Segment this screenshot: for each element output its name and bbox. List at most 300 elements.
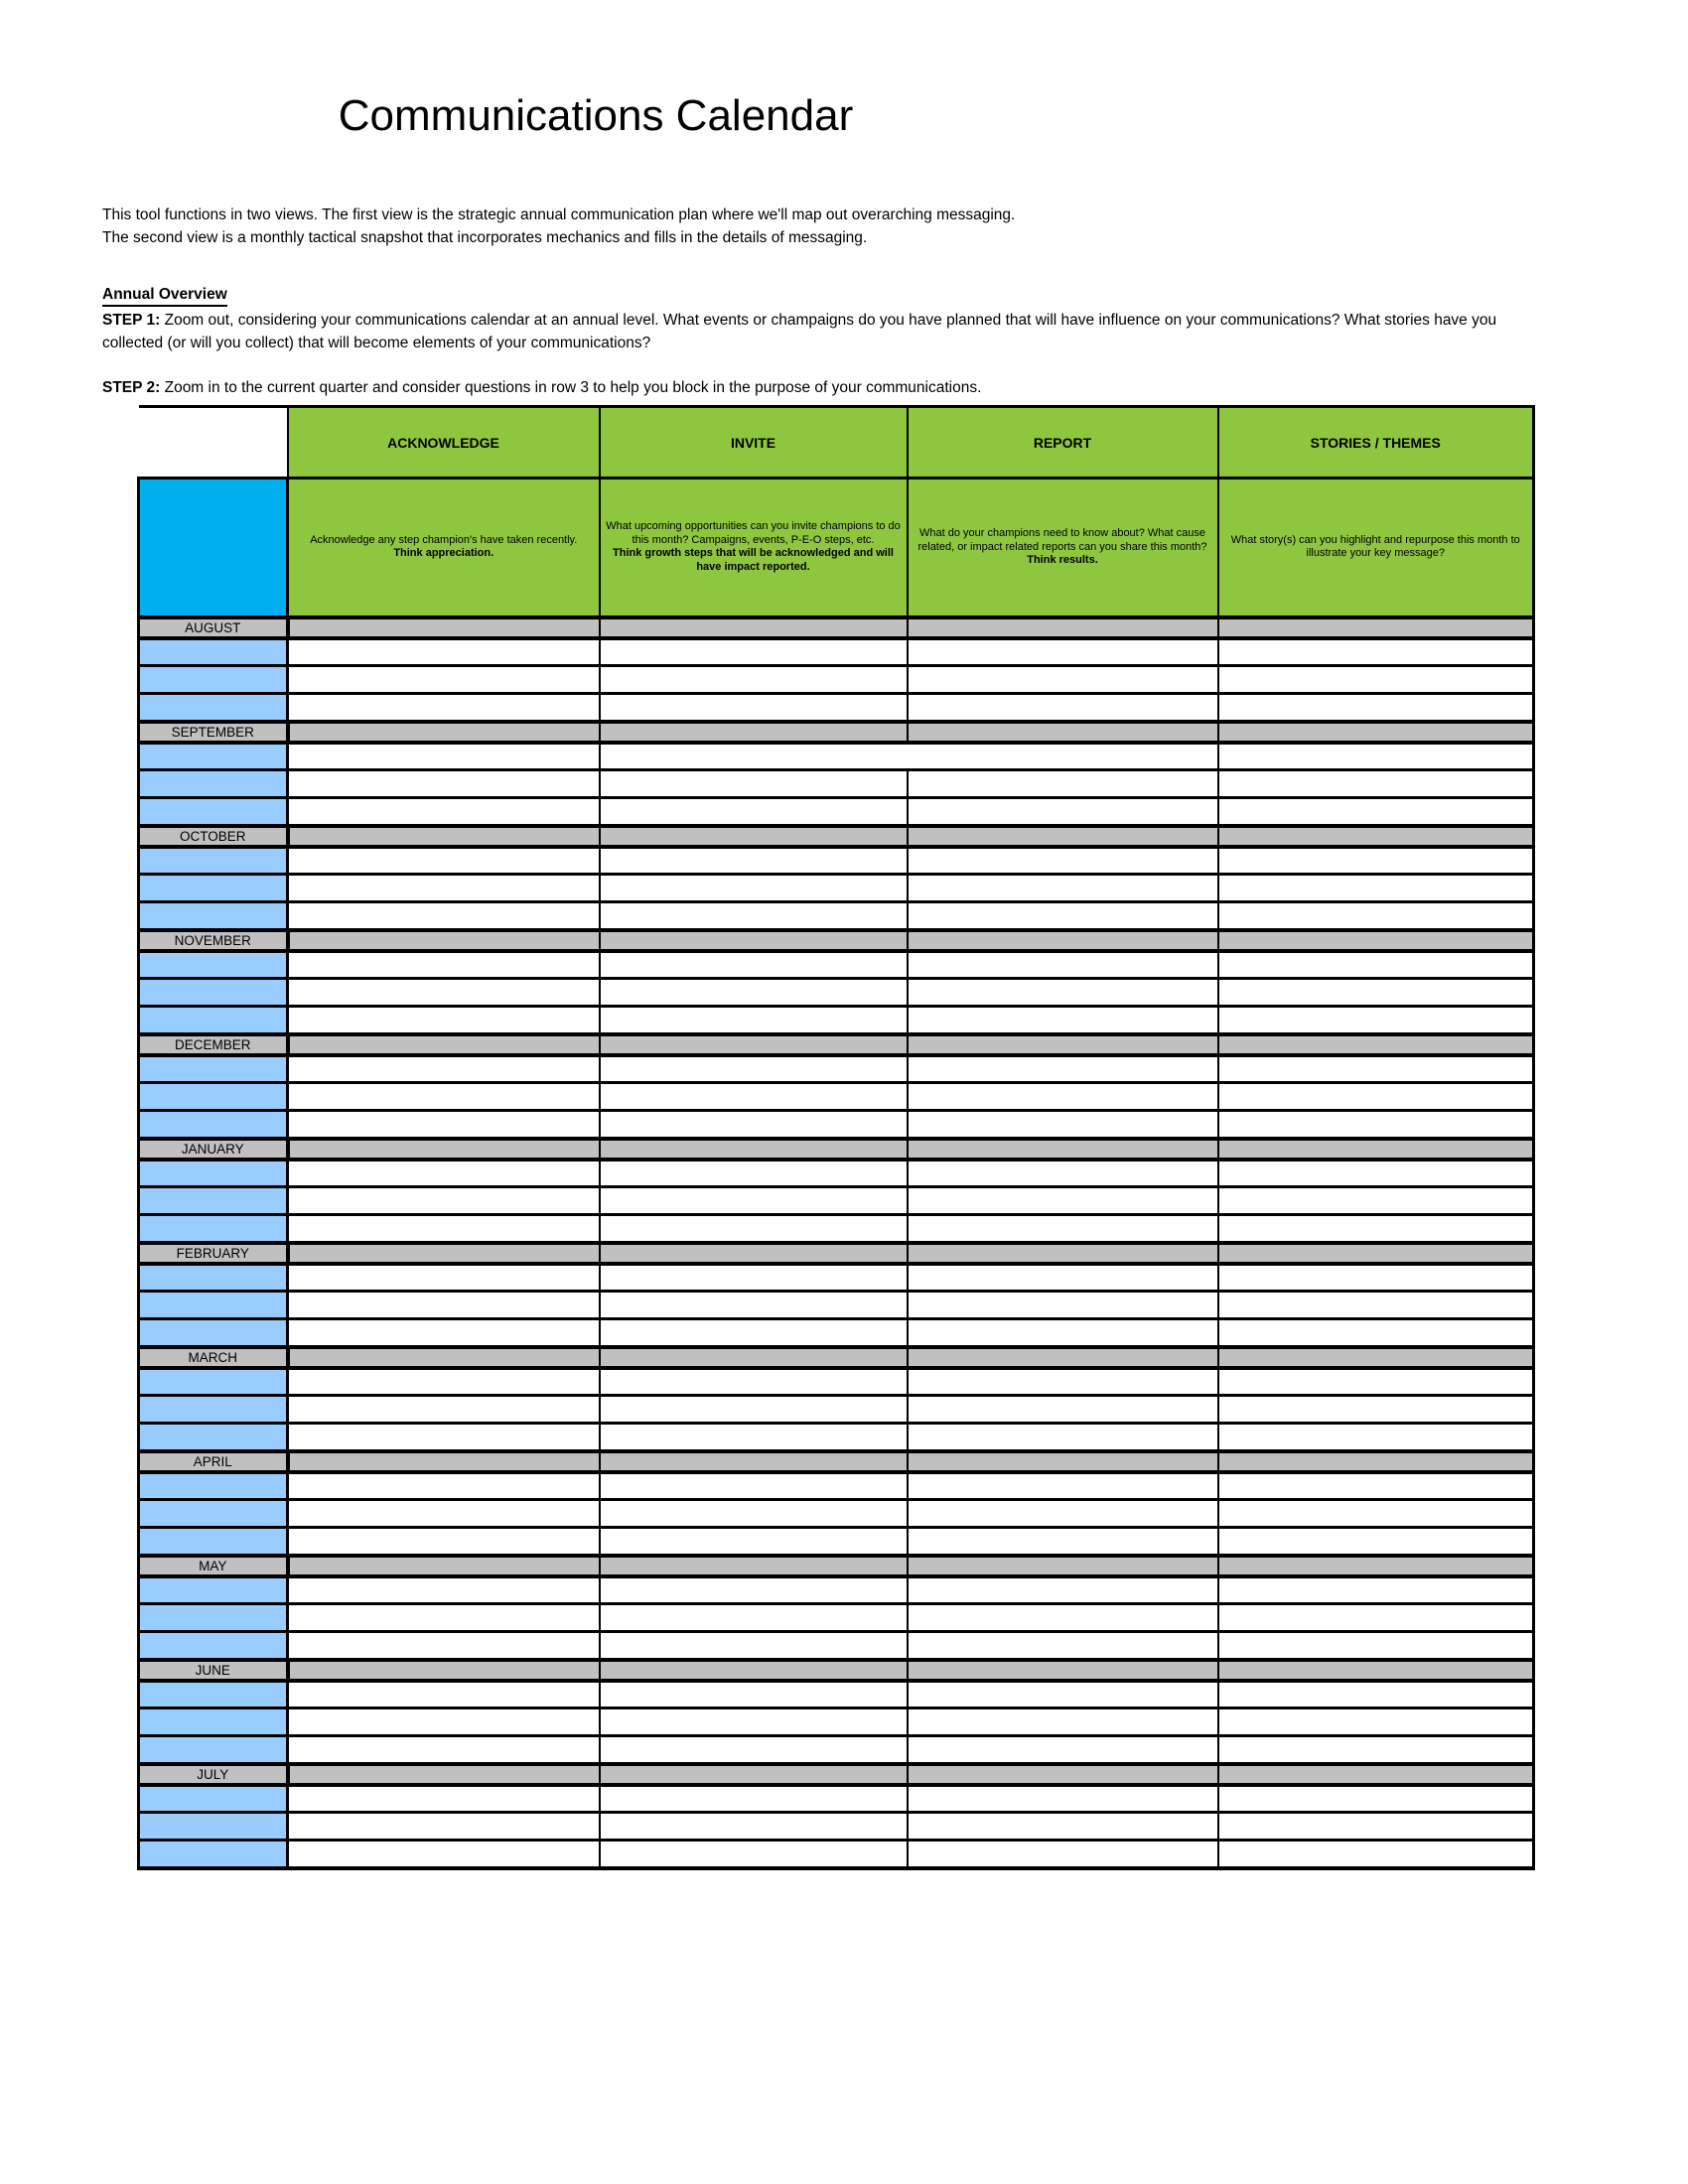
month-header-fill <box>288 1764 600 1785</box>
step-1-instructions <box>102 310 1557 354</box>
entry-cell-july-3-stories[interactable] <box>1218 1841 1534 1868</box>
month-header-fill <box>908 826 1218 847</box>
entry-cell-january-1-stories[interactable] <box>1218 1160 1534 1187</box>
row-label-cell-september-1 <box>139 743 288 770</box>
entry-cell-august-2-stories[interactable] <box>1218 666 1534 694</box>
step-2-text: Zoom in to the current quarter and consider questions in row 3 to help you block in the purpose of your communications. <box>160 379 982 396</box>
entry-cell-september-2-acknowledge[interactable] <box>288 770 600 798</box>
month-label-february: FEBRUARY <box>139 1243 288 1264</box>
month-header-fill <box>1218 1139 1534 1160</box>
row-label-cell-october-2 <box>139 875 288 902</box>
month-label-march: MARCH <box>139 1347 288 1368</box>
month-header-fill <box>908 1764 1218 1785</box>
row-label-cell-june-1 <box>139 1681 288 1708</box>
entry-cell-june-2-acknowledge[interactable] <box>288 1708 600 1736</box>
entry-cell-september-1-invite-report[interactable] <box>600 743 1218 770</box>
entry-row-may-3 <box>139 1632 1534 1660</box>
entry-row-february-2 <box>139 1292 1534 1319</box>
row-label-cell-july-2 <box>139 1813 288 1841</box>
month-header-row-september <box>139 722 1534 743</box>
month-header-row-july <box>139 1764 1534 1785</box>
entry-cell-september-3-acknowledge[interactable] <box>288 798 600 826</box>
column-header-acknowledge: ACKNOWLEDGE <box>288 407 600 478</box>
entry-cell-august-2-acknowledge[interactable] <box>288 666 600 694</box>
row-label-cell-february-2 <box>139 1292 288 1319</box>
entry-cell-january-3-stories[interactable] <box>1218 1215 1534 1243</box>
entry-row-may-2 <box>139 1604 1534 1632</box>
row-label-cell-june-3 <box>139 1736 288 1764</box>
description-text: Acknowledge any step champion's have taken recently. <box>310 533 578 546</box>
intro-line-2: The second view is a monthly tactical snapshot that incorporates mechanics and fills in the details of messaging. <box>102 228 868 246</box>
entry-cell-april-1-invite[interactable] <box>600 1472 908 1500</box>
month-header-row-december <box>139 1034 1534 1055</box>
row-label-cell-june-2 <box>139 1708 288 1736</box>
entry-cell-may-1-acknowledge[interactable] <box>288 1576 600 1604</box>
step-1-label: STEP 1: <box>102 312 161 329</box>
entry-cell-july-3-report[interactable] <box>908 1841 1218 1868</box>
month-header-fill <box>1218 1660 1534 1681</box>
entry-cell-december-3-report[interactable] <box>908 1111 1218 1139</box>
entry-cell-march-1-report[interactable] <box>908 1368 1218 1396</box>
row-label-cell-december-3 <box>139 1111 288 1139</box>
entry-cell-august-1-acknowledge[interactable] <box>288 638 600 666</box>
month-header-row-august <box>139 617 1534 638</box>
entry-cell-december-1-report[interactable] <box>908 1055 1218 1083</box>
column-header-row <box>139 407 1534 478</box>
row-label-cell-may-1 <box>139 1576 288 1604</box>
entry-cell-january-2-report[interactable] <box>908 1187 1218 1215</box>
month-header-fill <box>288 1556 600 1576</box>
row-label-cell-july-3 <box>139 1841 288 1868</box>
month-header-row-january <box>139 1139 1534 1160</box>
month-header-fill <box>600 1660 908 1681</box>
month-header-fill <box>908 1034 1218 1055</box>
entry-cell-march-2-stories[interactable] <box>1218 1396 1534 1424</box>
column-description-acknowledge <box>288 478 600 617</box>
entry-cell-february-1-acknowledge[interactable] <box>288 1264 600 1292</box>
intro-line-1: This tool functions in two views. The first view is the strategic annual communication plan where we'll map out overarching messaging. <box>102 206 1016 223</box>
entry-row-december-1 <box>139 1055 1534 1083</box>
entry-row-may-1 <box>139 1576 1534 1604</box>
month-header-fill <box>908 930 1218 951</box>
entry-row-april-3 <box>139 1528 1534 1556</box>
entry-cell-february-2-acknowledge[interactable] <box>288 1292 600 1319</box>
calendar-body <box>139 617 1534 1868</box>
entry-cell-november-2-acknowledge[interactable] <box>288 979 600 1007</box>
entry-cell-may-2-invite[interactable] <box>600 1604 908 1632</box>
entry-row-september-3 <box>139 798 1534 826</box>
row-label-cell-may-2 <box>139 1604 288 1632</box>
entry-row-june-1 <box>139 1681 1534 1708</box>
entry-row-october-2 <box>139 875 1534 902</box>
entry-cell-march-3-invite[interactable] <box>600 1424 908 1451</box>
description-bold-text: Think results. <box>1027 554 1098 566</box>
entry-cell-february-3-invite[interactable] <box>600 1319 908 1347</box>
row-label-cell-january-3 <box>139 1215 288 1243</box>
entry-cell-january-2-acknowledge[interactable] <box>288 1187 600 1215</box>
entry-cell-july-2-acknowledge[interactable] <box>288 1813 600 1841</box>
month-header-fill <box>1218 1451 1534 1472</box>
row-label-cell-april-1 <box>139 1472 288 1500</box>
row-label-cell-may-3 <box>139 1632 288 1660</box>
month-header-fill <box>908 1243 1218 1264</box>
column-description-stories <box>1218 478 1534 617</box>
entry-cell-april-3-report[interactable] <box>908 1528 1218 1556</box>
entry-cell-april-1-acknowledge[interactable] <box>288 1472 600 1500</box>
entry-cell-november-3-invite[interactable] <box>600 1007 908 1034</box>
month-label-october: OCTOBER <box>139 826 288 847</box>
entry-cell-january-3-acknowledge[interactable] <box>288 1215 600 1243</box>
row-label-cell-september-2 <box>139 770 288 798</box>
entry-row-april-1 <box>139 1472 1534 1500</box>
entry-cell-may-2-report[interactable] <box>908 1604 1218 1632</box>
description-text: What story(s) can you highlight and repurpose this month to illustrate your key message? <box>1230 533 1520 560</box>
entry-cell-may-2-stories[interactable] <box>1218 1604 1534 1632</box>
row-label-cell-november-3 <box>139 1007 288 1034</box>
entry-cell-november-3-report[interactable] <box>908 1007 1218 1034</box>
row-label-cell-september-3 <box>139 798 288 826</box>
month-header-fill <box>288 1139 600 1160</box>
entry-cell-december-2-stories[interactable] <box>1218 1083 1534 1111</box>
month-header-fill <box>600 722 908 743</box>
row-label-cell-march-1 <box>139 1368 288 1396</box>
entry-cell-may-1-stories[interactable] <box>1218 1576 1534 1604</box>
step-2-instructions <box>102 377 1557 400</box>
entry-cell-november-3-acknowledge[interactable] <box>288 1007 600 1034</box>
entry-cell-march-3-report[interactable] <box>908 1424 1218 1451</box>
entry-cell-january-3-report[interactable] <box>908 1215 1218 1243</box>
entry-row-august-1 <box>139 638 1534 666</box>
entry-cell-march-2-report[interactable] <box>908 1396 1218 1424</box>
month-header-fill <box>600 1451 908 1472</box>
entry-cell-may-3-stories[interactable] <box>1218 1632 1534 1660</box>
entry-row-july-1 <box>139 1785 1534 1813</box>
entry-cell-september-2-stories[interactable] <box>1218 770 1534 798</box>
description-bold-text: Think growth steps that will be acknowledged and will have impact reported. <box>613 547 894 573</box>
entry-cell-december-2-acknowledge[interactable] <box>288 1083 600 1111</box>
entry-cell-august-1-report[interactable] <box>908 638 1218 666</box>
month-header-fill <box>1218 826 1534 847</box>
month-header-fill <box>288 930 600 951</box>
month-header-fill <box>908 722 1218 743</box>
entry-row-december-3 <box>139 1111 1534 1139</box>
entry-row-september-2 <box>139 770 1534 798</box>
entry-cell-september-2-invite[interactable] <box>600 770 908 798</box>
entry-cell-september-3-report[interactable] <box>908 798 1218 826</box>
month-label-july: JULY <box>139 1764 288 1785</box>
month-header-fill <box>1218 617 1534 638</box>
row-label-cell-august-3 <box>139 694 288 722</box>
entry-cell-august-1-invite[interactable] <box>600 638 908 666</box>
entry-cell-march-1-invite[interactable] <box>600 1368 908 1396</box>
entry-cell-november-1-stories[interactable] <box>1218 951 1534 979</box>
description-text: What upcoming opportunities can you invite champions to do this month? Campaigns, events, P-E-O steps, etc. <box>606 520 901 546</box>
entry-cell-june-3-stories[interactable] <box>1218 1736 1534 1764</box>
row-label-cell-august-2 <box>139 666 288 694</box>
entry-cell-may-1-report[interactable] <box>908 1576 1218 1604</box>
entry-cell-december-3-invite[interactable] <box>600 1111 908 1139</box>
entry-cell-august-3-invite[interactable] <box>600 694 908 722</box>
month-header-fill <box>288 826 600 847</box>
month-header-fill <box>288 1034 600 1055</box>
month-header-fill <box>288 722 600 743</box>
entry-cell-october-1-report[interactable] <box>908 847 1218 875</box>
entry-cell-february-2-report[interactable] <box>908 1292 1218 1319</box>
entry-cell-january-3-invite[interactable] <box>600 1215 908 1243</box>
month-header-row-march <box>139 1347 1534 1368</box>
entry-cell-june-3-report[interactable] <box>908 1736 1218 1764</box>
row-label-cell-january-1 <box>139 1160 288 1187</box>
entry-cell-april-3-stories[interactable] <box>1218 1528 1534 1556</box>
entry-cell-may-3-invite[interactable] <box>600 1632 908 1660</box>
month-header-fill <box>600 1347 908 1368</box>
entry-row-august-2 <box>139 666 1534 694</box>
month-header-row-april <box>139 1451 1534 1472</box>
month-header-fill <box>600 617 908 638</box>
entry-cell-december-2-invite[interactable] <box>600 1083 908 1111</box>
annual-calendar <box>137 405 1535 1870</box>
entry-cell-march-2-acknowledge[interactable] <box>288 1396 600 1424</box>
entry-cell-may-2-acknowledge[interactable] <box>288 1604 600 1632</box>
entry-row-january-3 <box>139 1215 1534 1243</box>
entry-cell-august-3-acknowledge[interactable] <box>288 694 600 722</box>
row-label-cell-november-2 <box>139 979 288 1007</box>
entry-cell-march-3-acknowledge[interactable] <box>288 1424 600 1451</box>
month-header-fill <box>600 1764 908 1785</box>
entry-cell-november-1-invite[interactable] <box>600 951 908 979</box>
entry-cell-october-3-report[interactable] <box>908 902 1218 930</box>
month-header-fill <box>600 1139 908 1160</box>
entry-cell-february-1-report[interactable] <box>908 1264 1218 1292</box>
month-header-fill <box>600 826 908 847</box>
entry-cell-june-3-acknowledge[interactable] <box>288 1736 600 1764</box>
month-header-fill <box>1218 930 1534 951</box>
entry-cell-september-2-report[interactable] <box>908 770 1218 798</box>
entry-cell-june-1-invite[interactable] <box>600 1681 908 1708</box>
entry-cell-march-3-stories[interactable] <box>1218 1424 1534 1451</box>
entry-cell-february-2-stories[interactable] <box>1218 1292 1534 1319</box>
annual-calendar-table <box>137 405 1535 1870</box>
entry-row-september-1 <box>139 743 1534 770</box>
month-header-fill <box>1218 1243 1534 1264</box>
entry-cell-july-2-invite[interactable] <box>600 1813 908 1841</box>
entry-cell-june-1-acknowledge[interactable] <box>288 1681 600 1708</box>
entry-cell-may-3-acknowledge[interactable] <box>288 1632 600 1660</box>
intro-text <box>102 205 1552 249</box>
entry-cell-february-3-acknowledge[interactable] <box>288 1319 600 1347</box>
entry-cell-october-2-stories[interactable] <box>1218 875 1534 902</box>
description-text: What do your champions need to know about? What cause related, or impact related reports can you share this month? <box>917 527 1207 553</box>
month-header-fill <box>1218 722 1534 743</box>
entry-cell-august-2-report[interactable] <box>908 666 1218 694</box>
entry-cell-january-1-invite[interactable] <box>600 1160 908 1187</box>
entry-cell-january-1-report[interactable] <box>908 1160 1218 1187</box>
month-header-fill <box>908 1451 1218 1472</box>
entry-cell-october-1-stories[interactable] <box>1218 847 1534 875</box>
entry-cell-october-2-acknowledge[interactable] <box>288 875 600 902</box>
entry-cell-february-1-stories[interactable] <box>1218 1264 1534 1292</box>
entry-cell-october-3-invite[interactable] <box>600 902 908 930</box>
entry-cell-july-1-report[interactable] <box>908 1785 1218 1813</box>
entry-cell-march-2-invite[interactable] <box>600 1396 908 1424</box>
row-label-cell-november-1 <box>139 951 288 979</box>
entry-cell-november-3-stories[interactable] <box>1218 1007 1534 1034</box>
description-bold-text: Think appreciation. <box>393 547 494 560</box>
row-label-cell-december-2 <box>139 1083 288 1111</box>
entry-cell-february-2-invite[interactable] <box>600 1292 908 1319</box>
entry-cell-december-1-stories[interactable] <box>1218 1055 1534 1083</box>
row-label-cell-january-2 <box>139 1187 288 1215</box>
month-header-row-november <box>139 930 1534 951</box>
month-header-fill <box>600 1243 908 1264</box>
entry-cell-july-2-stories[interactable] <box>1218 1813 1534 1841</box>
month-label-august: AUGUST <box>139 617 288 638</box>
month-header-fill <box>908 1347 1218 1368</box>
entry-cell-january-1-acknowledge[interactable] <box>288 1160 600 1187</box>
entry-cell-december-1-acknowledge[interactable] <box>288 1055 600 1083</box>
month-header-fill <box>288 1347 600 1368</box>
entry-cell-april-2-acknowledge[interactable] <box>288 1500 600 1528</box>
entry-cell-april-3-invite[interactable] <box>600 1528 908 1556</box>
entry-cell-june-1-stories[interactable] <box>1218 1681 1534 1708</box>
month-header-fill <box>600 930 908 951</box>
row-label-cell-february-1 <box>139 1264 288 1292</box>
entry-row-february-1 <box>139 1264 1534 1292</box>
entry-row-november-2 <box>139 979 1534 1007</box>
month-label-november: NOVEMBER <box>139 930 288 951</box>
month-header-fill <box>288 617 600 638</box>
entry-cell-october-2-invite[interactable] <box>600 875 908 902</box>
month-label-may: MAY <box>139 1556 288 1576</box>
entry-cell-february-3-stories[interactable] <box>1218 1319 1534 1347</box>
entry-cell-october-3-stories[interactable] <box>1218 902 1534 930</box>
entry-cell-july-1-acknowledge[interactable] <box>288 1785 600 1813</box>
column-description-invite <box>600 478 908 617</box>
month-label-september: SEPTEMBER <box>139 722 288 743</box>
overview-heading: Annual Overview <box>102 286 227 307</box>
entry-row-july-2 <box>139 1813 1534 1841</box>
entry-cell-december-3-stories[interactable] <box>1218 1111 1534 1139</box>
month-header-fill <box>600 1034 908 1055</box>
entry-cell-november-1-report[interactable] <box>908 951 1218 979</box>
entry-row-june-2 <box>139 1708 1534 1736</box>
entry-cell-september-3-invite[interactable] <box>600 798 908 826</box>
row-label-cell-february-3 <box>139 1319 288 1347</box>
row-label-cell-april-2 <box>139 1500 288 1528</box>
entry-cell-december-3-acknowledge[interactable] <box>288 1111 600 1139</box>
entry-cell-november-1-acknowledge[interactable] <box>288 951 600 979</box>
entry-cell-october-1-acknowledge[interactable] <box>288 847 600 875</box>
entry-cell-august-2-invite[interactable] <box>600 666 908 694</box>
row-label-cell-march-2 <box>139 1396 288 1424</box>
entry-cell-april-1-stories[interactable] <box>1218 1472 1534 1500</box>
month-header-fill <box>908 1660 1218 1681</box>
entry-cell-may-1-invite[interactable] <box>600 1576 908 1604</box>
entry-cell-june-1-report[interactable] <box>908 1681 1218 1708</box>
entry-cell-april-3-acknowledge[interactable] <box>288 1528 600 1556</box>
entry-cell-july-3-acknowledge[interactable] <box>288 1841 600 1868</box>
entry-cell-may-3-report[interactable] <box>908 1632 1218 1660</box>
entry-cell-january-2-stories[interactable] <box>1218 1187 1534 1215</box>
entry-cell-july-1-invite[interactable] <box>600 1785 908 1813</box>
entry-cell-february-1-invite[interactable] <box>600 1264 908 1292</box>
entry-cell-september-3-stories[interactable] <box>1218 798 1534 826</box>
entry-row-march-1 <box>139 1368 1534 1396</box>
entry-cell-june-2-stories[interactable] <box>1218 1708 1534 1736</box>
entry-cell-april-2-stories[interactable] <box>1218 1500 1534 1528</box>
entry-row-march-3 <box>139 1424 1534 1451</box>
entry-cell-august-3-report[interactable] <box>908 694 1218 722</box>
entry-cell-november-2-stories[interactable] <box>1218 979 1534 1007</box>
entry-cell-july-1-stories[interactable] <box>1218 1785 1534 1813</box>
entry-cell-august-3-stories[interactable] <box>1218 694 1534 722</box>
entry-cell-december-2-report[interactable] <box>908 1083 1218 1111</box>
step-2-label: STEP 2: <box>102 379 161 396</box>
row-label-cell-march-3 <box>139 1424 288 1451</box>
entry-cell-october-1-invite[interactable] <box>600 847 908 875</box>
month-header-fill <box>288 1451 600 1472</box>
entry-cell-april-1-report[interactable] <box>908 1472 1218 1500</box>
entry-row-july-3 <box>139 1841 1534 1868</box>
entry-cell-march-1-stories[interactable] <box>1218 1368 1534 1396</box>
entry-cell-october-3-acknowledge[interactable] <box>288 902 600 930</box>
entry-row-october-3 <box>139 902 1534 930</box>
entry-cell-october-2-report[interactable] <box>908 875 1218 902</box>
entry-row-december-2 <box>139 1083 1534 1111</box>
entry-cell-august-1-stories[interactable] <box>1218 638 1534 666</box>
row-label-cell-july-1 <box>139 1785 288 1813</box>
entry-cell-june-2-report[interactable] <box>908 1708 1218 1736</box>
month-header-fill <box>600 1556 908 1576</box>
entry-cell-september-1-stories[interactable] <box>1218 743 1534 770</box>
row-label-cell-april-3 <box>139 1528 288 1556</box>
entry-cell-november-2-invite[interactable] <box>600 979 908 1007</box>
entry-cell-july-3-invite[interactable] <box>600 1841 908 1868</box>
entry-row-november-3 <box>139 1007 1534 1034</box>
column-header-invite: INVITE <box>600 407 908 478</box>
month-header-fill <box>908 617 1218 638</box>
entry-cell-july-2-report[interactable] <box>908 1813 1218 1841</box>
entry-cell-june-3-invite[interactable] <box>600 1736 908 1764</box>
entry-cell-february-3-report[interactable] <box>908 1319 1218 1347</box>
month-label-january: JANUARY <box>139 1139 288 1160</box>
month-header-row-june <box>139 1660 1534 1681</box>
entry-row-february-3 <box>139 1319 1534 1347</box>
month-header-fill <box>288 1243 600 1264</box>
entry-cell-september-1-acknowledge[interactable] <box>288 743 600 770</box>
entry-cell-november-2-report[interactable] <box>908 979 1218 1007</box>
entry-cell-april-2-invite[interactable] <box>600 1500 908 1528</box>
row-label-cell-october-1 <box>139 847 288 875</box>
month-header-fill <box>908 1139 1218 1160</box>
month-label-april: APRIL <box>139 1451 288 1472</box>
step-1-text: Zoom out, considering your communications calendar at an annual level. What events or champaigns do you have planned that will have influence on your communications? What stories have you collected (or will you collect) that will become elements of your communications? <box>102 312 1497 351</box>
entry-cell-january-2-invite[interactable] <box>600 1187 908 1215</box>
entry-row-april-2 <box>139 1500 1534 1528</box>
entry-cell-december-1-invite[interactable] <box>600 1055 908 1083</box>
column-header-stories: STORIES / THEMES <box>1218 407 1534 478</box>
entry-cell-june-2-invite[interactable] <box>600 1708 908 1736</box>
entry-row-june-3 <box>139 1736 1534 1764</box>
column-description-row <box>139 478 1534 617</box>
page-title: Communications Calendar <box>338 91 854 140</box>
entry-cell-march-1-acknowledge[interactable] <box>288 1368 600 1396</box>
entry-cell-april-2-report[interactable] <box>908 1500 1218 1528</box>
entry-row-march-2 <box>139 1396 1534 1424</box>
entry-row-august-3 <box>139 694 1534 722</box>
entry-row-october-1 <box>139 847 1534 875</box>
month-header-fill <box>1218 1764 1534 1785</box>
